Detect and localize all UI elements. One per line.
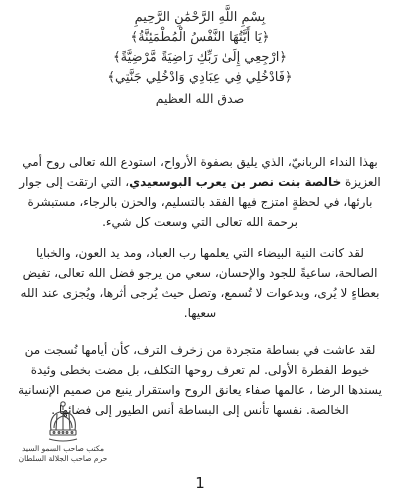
quran-verses-block [50,8,350,109]
basmala: بِسْمِ اللَّهِ الرَّحْمَٰنِ الرَّحِيمِ [134,10,266,25]
paragraph-tribute-intro: بهذا النداء الربانيّ، الذي يليق بصفوة الأرواح، استودع الله تعالى روح أمي العزيزة [22,155,381,189]
paragraph-charity: لقد كانت النية البيضاء التي يعلمها رب العباد، ومد يد العون، والخبايا الصالحة، ساعيةً للجود والإحسان، سعي من يرجو فضل الله تعالى، تفيض بعطاءٍ لا يُرى، وبدعوات لا تُسمع، وتصل حيث يُرجى أثرها، ويُجزى عند الله سعيها. [20,246,380,320]
paragraph-simplicity: لقد عاشت في بساطة متجردة من زخرف الترف، كأن أيامها نُسجت من خيوط الفطرة الأولى. لم تعرف روحها التكلف، بل مضت بخطى وئيدة يسندها الرضا ، عالمها صفاء يعانق الروح واستقرار ينبع من صميم الإنسانية الخالصة. نفسها تأنس إلى البساطة أنس الطيور إلى فضائها . [18,343,382,417]
paragraph-tribute [18,152,382,232]
royal-emblem [8,400,118,482]
emblem-caption-line-1: مكتب صاحب السمو السيد [21,444,105,453]
verse-line-1: ﴿يَا أَيَّتُهَا النَّفْسُ الْمُطْمَئِنَّةُ﴾ [130,30,270,45]
deceased-name: خالصة بنت نصر بن يعرب البوسعيدي [129,175,342,189]
emblem-caption-line-2: حرم صاحب الجلالة السلطان [18,454,108,463]
verse-closing: صدق الله العظيم [155,91,245,106]
verse-line-2: ﴿ارْجِعِي إِلَىٰ رَبِّكِ رَاضِيَةً مَّرْضِيَّةً﴾ [113,50,287,65]
page-number: 1 [195,474,205,492]
verse-line-3: ﴿فَادْخُلِي فِي عِبَادِي وَادْخُلِي جَنَّتِي﴾ [107,70,293,85]
crown-icon [45,400,81,444]
paragraph-tribute-rest: ، التي ارتقت إلى جوار بارئها، في لحظةٍ امتزج فيها الفقد بالتسليم، والحزن بالرجاء، مستبشرة برحمة الله تعالى التي وسعت كل شيء. [19,175,373,229]
